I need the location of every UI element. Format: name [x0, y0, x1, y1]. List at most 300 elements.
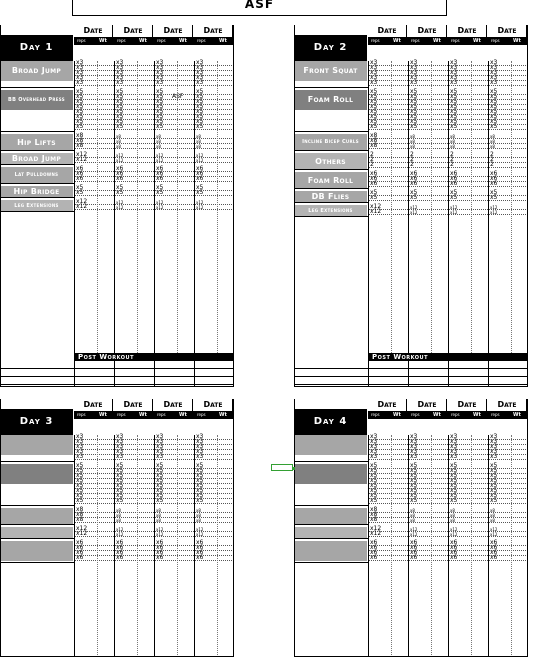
- reps-value[interactable]: x5: [370, 497, 378, 504]
- reps-value[interactable]: x8: [196, 144, 201, 149]
- reps-value[interactable]: 2: [490, 151, 494, 158]
- reps-value[interactable]: x5: [116, 123, 124, 130]
- reps-value[interactable]: x3: [76, 438, 84, 445]
- reps-value[interactable]: x5: [450, 472, 458, 479]
- reps-value[interactable]: x5: [450, 492, 458, 499]
- reps-value[interactable]: x6: [450, 175, 458, 182]
- reps-value[interactable]: x3: [76, 79, 84, 86]
- reps-value[interactable]: x5: [410, 123, 418, 130]
- weight-note[interactable]: ASF: [172, 93, 184, 100]
- reps-value[interactable]: x8: [370, 132, 378, 139]
- reps-value[interactable]: x6: [76, 175, 84, 182]
- reps-value[interactable]: x6: [156, 170, 164, 177]
- reps-value[interactable]: x6: [76, 539, 84, 546]
- reps-value[interactable]: x5: [370, 462, 378, 469]
- reps-value[interactable]: x5: [410, 477, 418, 484]
- reps-value[interactable]: x8: [370, 142, 378, 149]
- date-cell[interactable]: Date: [114, 399, 153, 411]
- reps-value[interactable]: x12: [490, 527, 498, 532]
- reps-value[interactable]: x5: [450, 467, 458, 474]
- reps-value[interactable]: x5: [156, 98, 164, 105]
- reps-value[interactable]: x3: [116, 433, 124, 440]
- reps-value[interactable]: x12: [196, 158, 204, 163]
- reps-value[interactable]: x5: [370, 492, 378, 499]
- reps-value[interactable]: x8: [116, 139, 121, 144]
- reps-value[interactable]: x12: [450, 210, 458, 215]
- reps-value[interactable]: x5: [490, 103, 498, 110]
- reps-value[interactable]: x5: [410, 103, 418, 110]
- reps-value[interactable]: x5: [410, 113, 418, 120]
- reps-value[interactable]: x12: [76, 525, 88, 532]
- reps-value[interactable]: x3: [490, 453, 498, 460]
- reps-value[interactable]: x6: [196, 175, 204, 182]
- reps-value[interactable]: x12: [116, 153, 124, 158]
- reps-value[interactable]: x3: [410, 448, 418, 455]
- date-cell[interactable]: Date: [114, 25, 153, 37]
- reps-value[interactable]: x5: [76, 472, 84, 479]
- reps-value[interactable]: x3: [410, 64, 418, 71]
- reps-value[interactable]: 2: [370, 156, 374, 163]
- date-cell[interactable]: Date: [408, 399, 447, 411]
- reps-value[interactable]: x5: [410, 472, 418, 479]
- reps-value[interactable]: 2: [450, 156, 454, 163]
- reps-value[interactable]: x6: [490, 549, 498, 556]
- reps-value[interactable]: x5: [196, 93, 204, 100]
- reps-value[interactable]: x3: [450, 64, 458, 71]
- reps-value[interactable]: x12: [410, 210, 418, 215]
- reps-value[interactable]: x5: [450, 189, 458, 196]
- reps-value[interactable]: x5: [450, 462, 458, 469]
- reps-value[interactable]: x3: [450, 443, 458, 450]
- reps-value[interactable]: x8: [76, 511, 84, 518]
- reps-value[interactable]: x5: [450, 113, 458, 120]
- reps-value[interactable]: x3: [370, 448, 378, 455]
- reps-value[interactable]: x3: [116, 74, 124, 81]
- reps-value[interactable]: x5: [116, 113, 124, 120]
- reps-value[interactable]: x6: [410, 544, 418, 551]
- reps-value[interactable]: x6: [370, 170, 378, 177]
- reps-value[interactable]: x12: [410, 527, 418, 532]
- reps-value[interactable]: x12: [76, 203, 88, 210]
- reps-value[interactable]: x3: [410, 79, 418, 86]
- reps-value[interactable]: x6: [156, 554, 164, 561]
- reps-value[interactable]: x5: [196, 467, 204, 474]
- reps-value[interactable]: x6: [370, 544, 378, 551]
- reps-value[interactable]: x5: [410, 189, 418, 196]
- reps-value[interactable]: x8: [410, 518, 415, 523]
- reps-value[interactable]: x6: [76, 544, 84, 551]
- date-cell[interactable]: Date: [488, 399, 527, 411]
- reps-value[interactable]: x5: [116, 497, 124, 504]
- reps-value[interactable]: x6: [196, 549, 204, 556]
- reps-value[interactable]: x3: [196, 69, 204, 76]
- reps-value[interactable]: x5: [450, 497, 458, 504]
- date-cell[interactable]: Date: [74, 25, 113, 37]
- reps-value[interactable]: x3: [76, 74, 84, 81]
- reps-value[interactable]: x3: [410, 443, 418, 450]
- reps-value[interactable]: x12: [156, 527, 164, 532]
- reps-value[interactable]: x5: [156, 472, 164, 479]
- reps-value[interactable]: x5: [450, 194, 458, 201]
- reps-value[interactable]: x6: [196, 544, 204, 551]
- reps-value[interactable]: x5: [450, 482, 458, 489]
- reps-value[interactable]: x5: [156, 184, 164, 191]
- reps-value[interactable]: x8: [116, 508, 121, 513]
- reps-value[interactable]: x6: [450, 539, 458, 546]
- reps-value[interactable]: x8: [116, 144, 121, 149]
- reps-value[interactable]: x12: [410, 532, 418, 537]
- reps-value[interactable]: x5: [156, 482, 164, 489]
- reps-value[interactable]: 2: [490, 161, 494, 168]
- reps-value[interactable]: x5: [490, 93, 498, 100]
- reps-value[interactable]: x3: [116, 64, 124, 71]
- reps-value[interactable]: x5: [76, 118, 84, 125]
- reps-value[interactable]: x5: [156, 189, 164, 196]
- reps-value[interactable]: x3: [76, 433, 84, 440]
- reps-value[interactable]: x5: [196, 497, 204, 504]
- reps-value[interactable]: x6: [450, 554, 458, 561]
- reps-value[interactable]: x5: [156, 123, 164, 130]
- reps-value[interactable]: x3: [450, 74, 458, 81]
- reps-value[interactable]: x3: [450, 448, 458, 455]
- reps-value[interactable]: x3: [410, 74, 418, 81]
- reps-value[interactable]: x5: [490, 108, 498, 115]
- reps-value[interactable]: x5: [156, 462, 164, 469]
- reps-value[interactable]: x12: [156, 532, 164, 537]
- reps-value[interactable]: x3: [450, 438, 458, 445]
- reps-value[interactable]: x6: [490, 554, 498, 561]
- reps-value[interactable]: x3: [116, 453, 124, 460]
- reps-value[interactable]: x3: [76, 69, 84, 76]
- connector-shape[interactable]: [271, 464, 293, 471]
- reps-value[interactable]: x5: [490, 123, 498, 130]
- reps-value[interactable]: x3: [196, 438, 204, 445]
- reps-value[interactable]: x6: [156, 539, 164, 546]
- reps-value[interactable]: x5: [156, 477, 164, 484]
- reps-value[interactable]: x6: [410, 554, 418, 561]
- reps-value[interactable]: x5: [196, 472, 204, 479]
- reps-value[interactable]: x12: [490, 205, 498, 210]
- reps-value[interactable]: x5: [116, 108, 124, 115]
- reps-value[interactable]: x3: [76, 443, 84, 450]
- reps-value[interactable]: 2: [410, 156, 414, 163]
- reps-value[interactable]: x8: [156, 144, 161, 149]
- reps-value[interactable]: x5: [156, 93, 164, 100]
- reps-value[interactable]: x5: [76, 98, 84, 105]
- reps-value[interactable]: x6: [196, 170, 204, 177]
- reps-value[interactable]: x3: [196, 443, 204, 450]
- reps-value[interactable]: x3: [450, 453, 458, 460]
- reps-value[interactable]: x3: [196, 453, 204, 460]
- reps-value[interactable]: x3: [450, 79, 458, 86]
- reps-value[interactable]: x12: [76, 198, 88, 205]
- reps-value[interactable]: x6: [116, 554, 124, 561]
- date-cell[interactable]: Date: [408, 25, 447, 37]
- reps-value[interactable]: x6: [410, 170, 418, 177]
- reps-value[interactable]: x5: [116, 477, 124, 484]
- date-cell[interactable]: Date: [194, 25, 233, 37]
- reps-value[interactable]: x8: [410, 144, 415, 149]
- reps-value[interactable]: x12: [156, 158, 164, 163]
- reps-value[interactable]: x3: [156, 438, 164, 445]
- reps-value[interactable]: x3: [116, 443, 124, 450]
- reps-value[interactable]: x3: [156, 448, 164, 455]
- reps-value[interactable]: x6: [156, 544, 164, 551]
- reps-value[interactable]: x5: [370, 487, 378, 494]
- reps-value[interactable]: x5: [196, 482, 204, 489]
- reps-value[interactable]: x8: [196, 518, 201, 523]
- reps-value[interactable]: x5: [450, 98, 458, 105]
- reps-value[interactable]: x3: [490, 64, 498, 71]
- reps-value[interactable]: x5: [490, 189, 498, 196]
- reps-value[interactable]: x3: [450, 69, 458, 76]
- reps-value[interactable]: 2: [370, 161, 374, 168]
- reps-value[interactable]: x6: [116, 165, 124, 172]
- reps-value[interactable]: x6: [450, 180, 458, 187]
- reps-value[interactable]: x5: [196, 98, 204, 105]
- reps-value[interactable]: x12: [116, 532, 124, 537]
- reps-value[interactable]: x3: [116, 448, 124, 455]
- reps-value[interactable]: 2: [490, 156, 494, 163]
- reps-value[interactable]: x5: [116, 487, 124, 494]
- reps-value[interactable]: x3: [156, 443, 164, 450]
- reps-value[interactable]: x6: [370, 539, 378, 546]
- reps-value[interactable]: x5: [196, 487, 204, 494]
- reps-value[interactable]: x6: [370, 554, 378, 561]
- reps-value[interactable]: x6: [76, 549, 84, 556]
- reps-value[interactable]: x8: [490, 518, 495, 523]
- reps-value[interactable]: x5: [196, 462, 204, 469]
- reps-value[interactable]: x5: [76, 88, 84, 95]
- reps-value[interactable]: x8: [76, 516, 84, 523]
- reps-value[interactable]: x5: [116, 462, 124, 469]
- reps-value[interactable]: x6: [156, 175, 164, 182]
- reps-value[interactable]: x5: [76, 123, 84, 130]
- reps-value[interactable]: x3: [196, 433, 204, 440]
- reps-value[interactable]: x5: [370, 98, 378, 105]
- reps-value[interactable]: x5: [116, 93, 124, 100]
- reps-value[interactable]: x3: [410, 59, 418, 66]
- reps-value[interactable]: x6: [196, 539, 204, 546]
- reps-value[interactable]: x8: [450, 513, 455, 518]
- reps-value[interactable]: x6: [370, 175, 378, 182]
- reps-value[interactable]: x5: [370, 467, 378, 474]
- reps-value[interactable]: x5: [370, 103, 378, 110]
- reps-value[interactable]: x12: [370, 208, 382, 215]
- reps-value[interactable]: x6: [196, 165, 204, 172]
- reps-value[interactable]: x3: [450, 433, 458, 440]
- reps-value[interactable]: x3: [450, 59, 458, 66]
- reps-value[interactable]: x3: [410, 453, 418, 460]
- reps-value[interactable]: x3: [156, 69, 164, 76]
- reps-value[interactable]: x5: [116, 189, 124, 196]
- reps-value[interactable]: x5: [370, 472, 378, 479]
- reps-value[interactable]: x5: [490, 462, 498, 469]
- reps-value[interactable]: x8: [370, 137, 378, 144]
- reps-value[interactable]: x6: [76, 554, 84, 561]
- reps-value[interactable]: x5: [156, 108, 164, 115]
- reps-value[interactable]: x12: [370, 203, 382, 210]
- reps-value[interactable]: x3: [156, 64, 164, 71]
- date-cell[interactable]: Date: [368, 399, 407, 411]
- reps-value[interactable]: x12: [450, 527, 458, 532]
- reps-value[interactable]: x6: [370, 180, 378, 187]
- reps-value[interactable]: x5: [450, 103, 458, 110]
- reps-value[interactable]: x3: [116, 59, 124, 66]
- reps-value[interactable]: x5: [76, 103, 84, 110]
- date-cell[interactable]: Date: [154, 399, 193, 411]
- reps-value[interactable]: x5: [410, 98, 418, 105]
- reps-value[interactable]: x12: [116, 205, 124, 210]
- reps-value[interactable]: x5: [196, 113, 204, 120]
- reps-value[interactable]: x5: [116, 467, 124, 474]
- reps-value[interactable]: x12: [410, 205, 418, 210]
- reps-value[interactable]: x8: [370, 506, 378, 513]
- reps-value[interactable]: x3: [370, 79, 378, 86]
- reps-value[interactable]: x5: [410, 88, 418, 95]
- reps-value[interactable]: x5: [76, 462, 84, 469]
- reps-value[interactable]: x8: [156, 139, 161, 144]
- reps-value[interactable]: x12: [196, 532, 204, 537]
- reps-value[interactable]: 2: [450, 151, 454, 158]
- reps-value[interactable]: x5: [156, 467, 164, 474]
- reps-value[interactable]: 2: [450, 161, 454, 168]
- reps-value[interactable]: x3: [196, 59, 204, 66]
- reps-value[interactable]: x3: [156, 79, 164, 86]
- reps-value[interactable]: x5: [76, 108, 84, 115]
- reps-value[interactable]: x5: [410, 118, 418, 125]
- reps-value[interactable]: x5: [410, 108, 418, 115]
- reps-value[interactable]: x6: [116, 549, 124, 556]
- reps-value[interactable]: x6: [450, 170, 458, 177]
- reps-value[interactable]: x8: [156, 518, 161, 523]
- reps-value[interactable]: x5: [370, 118, 378, 125]
- reps-value[interactable]: x5: [490, 487, 498, 494]
- reps-value[interactable]: x5: [196, 123, 204, 130]
- reps-value[interactable]: x8: [490, 139, 495, 144]
- reps-value[interactable]: x5: [156, 113, 164, 120]
- reps-value[interactable]: x6: [410, 539, 418, 546]
- reps-value[interactable]: x6: [490, 544, 498, 551]
- reps-value[interactable]: x12: [450, 205, 458, 210]
- reps-value[interactable]: x3: [490, 69, 498, 76]
- reps-value[interactable]: x5: [196, 103, 204, 110]
- date-cell[interactable]: Date: [74, 399, 113, 411]
- reps-value[interactable]: x5: [116, 103, 124, 110]
- reps-value[interactable]: x3: [196, 74, 204, 81]
- reps-value[interactable]: x12: [156, 153, 164, 158]
- reps-value[interactable]: x3: [490, 74, 498, 81]
- reps-value[interactable]: x5: [196, 492, 204, 499]
- reps-value[interactable]: x12: [116, 200, 124, 205]
- reps-value[interactable]: x12: [490, 532, 498, 537]
- reps-value[interactable]: x3: [370, 69, 378, 76]
- reps-value[interactable]: x12: [196, 153, 204, 158]
- reps-value[interactable]: x12: [116, 527, 124, 532]
- reps-value[interactable]: x5: [156, 118, 164, 125]
- reps-value[interactable]: x5: [156, 487, 164, 494]
- reps-value[interactable]: x8: [116, 513, 121, 518]
- reps-value[interactable]: x3: [410, 433, 418, 440]
- reps-value[interactable]: x5: [490, 467, 498, 474]
- reps-value[interactable]: x3: [370, 74, 378, 81]
- reps-value[interactable]: x5: [156, 103, 164, 110]
- reps-value[interactable]: x6: [410, 549, 418, 556]
- reps-value[interactable]: x3: [76, 453, 84, 460]
- reps-value[interactable]: x5: [490, 472, 498, 479]
- reps-value[interactable]: x5: [490, 194, 498, 201]
- reps-value[interactable]: x5: [370, 88, 378, 95]
- reps-value[interactable]: x8: [116, 518, 121, 523]
- date-cell[interactable]: Date: [488, 25, 527, 37]
- reps-value[interactable]: x8: [156, 508, 161, 513]
- reps-value[interactable]: 2: [410, 161, 414, 168]
- reps-value[interactable]: x5: [410, 93, 418, 100]
- reps-value[interactable]: x5: [116, 98, 124, 105]
- reps-value[interactable]: x3: [196, 64, 204, 71]
- reps-value[interactable]: x5: [76, 113, 84, 120]
- reps-value[interactable]: x3: [196, 448, 204, 455]
- reps-value[interactable]: x5: [370, 93, 378, 100]
- reps-value[interactable]: x12: [76, 151, 88, 158]
- reps-value[interactable]: x3: [156, 453, 164, 460]
- reps-value[interactable]: x5: [116, 88, 124, 95]
- reps-value[interactable]: x5: [450, 88, 458, 95]
- reps-value[interactable]: x5: [410, 487, 418, 494]
- reps-value[interactable]: x5: [450, 108, 458, 115]
- reps-value[interactable]: x5: [370, 108, 378, 115]
- reps-value[interactable]: x3: [490, 59, 498, 66]
- reps-value[interactable]: x5: [156, 492, 164, 499]
- reps-value[interactable]: x6: [490, 180, 498, 187]
- reps-value[interactable]: x8: [196, 139, 201, 144]
- reps-value[interactable]: x3: [370, 433, 378, 440]
- reps-value[interactable]: x5: [76, 189, 84, 196]
- reps-value[interactable]: x8: [450, 139, 455, 144]
- reps-value[interactable]: x3: [490, 79, 498, 86]
- date-cell[interactable]: Date: [448, 25, 487, 37]
- reps-value[interactable]: x5: [116, 184, 124, 191]
- reps-value[interactable]: x6: [450, 544, 458, 551]
- reps-value[interactable]: x12: [76, 156, 88, 163]
- reps-value[interactable]: x8: [370, 511, 378, 518]
- reps-value[interactable]: x8: [490, 513, 495, 518]
- reps-value[interactable]: x8: [450, 144, 455, 149]
- reps-value[interactable]: x3: [76, 59, 84, 66]
- reps-value[interactable]: x5: [450, 477, 458, 484]
- reps-value[interactable]: x5: [116, 482, 124, 489]
- reps-value[interactable]: x3: [156, 433, 164, 440]
- reps-value[interactable]: x6: [490, 170, 498, 177]
- reps-value[interactable]: x8: [490, 144, 495, 149]
- reps-value[interactable]: x3: [196, 79, 204, 86]
- reps-value[interactable]: x12: [490, 210, 498, 215]
- reps-value[interactable]: x12: [196, 200, 204, 205]
- date-cell[interactable]: Date: [448, 399, 487, 411]
- reps-value[interactable]: x8: [156, 134, 161, 139]
- reps-value[interactable]: x5: [196, 184, 204, 191]
- reps-value[interactable]: x3: [156, 74, 164, 81]
- reps-value[interactable]: x5: [76, 93, 84, 100]
- reps-value[interactable]: x5: [490, 477, 498, 484]
- reps-value[interactable]: x8: [410, 513, 415, 518]
- reps-value[interactable]: x5: [116, 472, 124, 479]
- reps-value[interactable]: x8: [490, 134, 495, 139]
- reps-value[interactable]: x3: [370, 438, 378, 445]
- reps-value[interactable]: x6: [450, 549, 458, 556]
- reps-value[interactable]: x5: [76, 184, 84, 191]
- reps-value[interactable]: x12: [156, 205, 164, 210]
